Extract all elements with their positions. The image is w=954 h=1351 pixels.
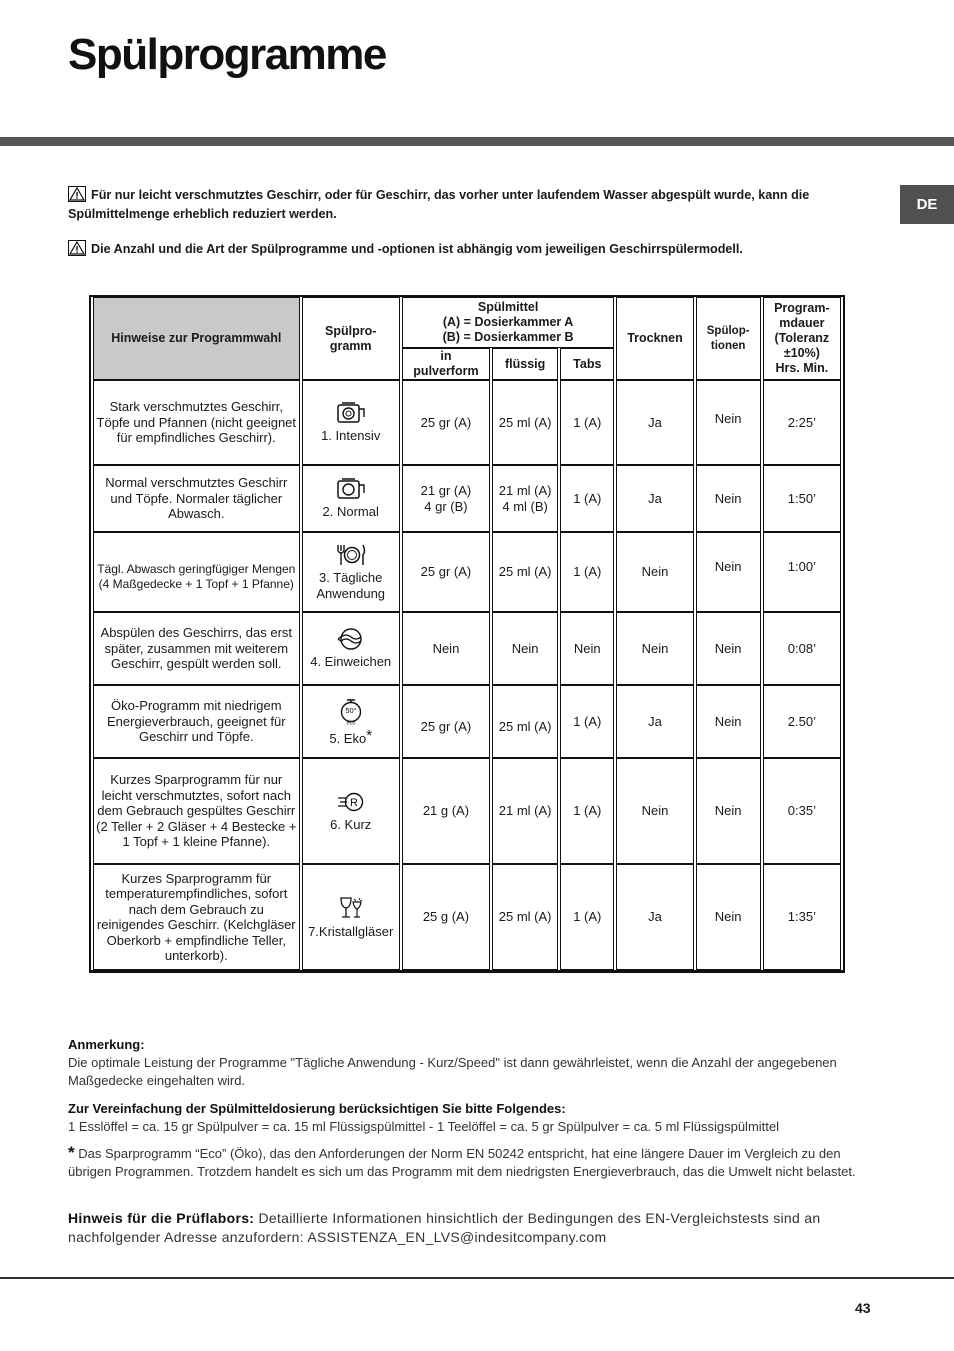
header-liquid: flüssig	[492, 348, 558, 380]
options-cell: Nein	[696, 465, 761, 532]
warning-icon	[68, 240, 86, 256]
powder-cell: 25 gr (A)	[402, 685, 490, 758]
eco-footnote-star: *	[366, 726, 373, 744]
note-text: Die Anzahl und die Art der Spülprogramme und -optionen ist abhängig vom jeweiligen Geschirrspülermodell.	[91, 242, 743, 256]
tabs-cell: 1 (A)	[560, 758, 614, 864]
table-row	[93, 532, 841, 612]
language-tab: DE	[900, 185, 954, 224]
daily-cutlery-icon	[334, 543, 368, 567]
tabs-cell: 1 (A)	[560, 380, 614, 465]
program-cell: 7.Kristallgläser	[302, 864, 400, 970]
liquid-cell: 21 ml (A)	[492, 758, 558, 864]
dosing-heading: Zur Vereinfachung der Spülmitteldosierung berücksichtigen Sie bitte Folgendes:	[68, 1101, 566, 1116]
program-cell: 1. Intensiv	[302, 380, 400, 465]
remark-text: Die optimale Leistung der Programme "Tägliche Anwendung - Kurz/Speed" ist dann gewährleistet, wenn die Anzahl der angegebenen Maßgedecke eingehalten wird.	[68, 1055, 837, 1088]
lab-section	[68, 1209, 868, 1247]
page-title: Spülprogramme	[68, 30, 386, 79]
drying-cell: Ja	[616, 685, 693, 758]
dosing-text: 1 Esslöffel = ca. 15 gr Spülpulver = ca. 15 ml Flüssigspülmittel - 1 Teelöffel = ca. 5 gr Spülpulver = ca. 5 ml Flüssigspülmittel	[68, 1119, 780, 1134]
drying-cell: Ja	[616, 380, 693, 465]
note-reduced-detergent	[68, 186, 828, 224]
rapid-icon	[336, 790, 366, 814]
program-cell: R 6. Kurz	[302, 758, 400, 864]
program-table	[89, 295, 845, 973]
tabs-cell: Nein	[560, 612, 614, 685]
powder-cell: 21 g (A)	[402, 758, 490, 864]
page-number: 43	[855, 1300, 871, 1316]
powder-cell: 21 gr (A) 4 gr (B)	[402, 465, 490, 532]
header-program: Spülpro- gramm	[302, 297, 400, 380]
options-cell: Nein	[696, 758, 761, 864]
header-options: Spülop- tionen	[696, 297, 761, 380]
duration-cell: 2:25’	[763, 380, 841, 465]
note-text: Für nur leicht verschmutztes Geschirr, oder für Geschirr, das vorher unter laufendem Wasser abgespült wurde, kann die Spülmittelmenge erheblich reduziert werden.	[68, 188, 810, 221]
liquid-cell: 25 ml (A)	[492, 685, 558, 758]
hint-cell: Tägl. Abwasch geringfügiger Mengen (4 Maßgedecke + 1 Topf + 1 Pfanne)	[93, 532, 300, 612]
liquid-cell: 25 ml (A)	[492, 532, 558, 612]
table-row	[93, 864, 841, 970]
footer-divider	[0, 1277, 954, 1279]
powder-cell: 25 gr (A)	[402, 532, 490, 612]
intensive-icon	[336, 401, 366, 425]
header-divider	[0, 137, 954, 146]
options-cell: Nein	[696, 612, 761, 685]
tabs-cell: 1 (A)	[560, 864, 614, 970]
header-drying: Trocknen	[616, 297, 693, 380]
hint-cell: Stark verschmutztes Geschirr, Töpfe und Pfannen (nicht geeignet für empfindliches Geschirr).	[93, 380, 300, 465]
duration-cell: 1:50’	[763, 465, 841, 532]
hint-cell: Kurzes Sparprogramm für nur leicht verschmutztes, sofort nach dem Gebrauch gespültes Geschirr (2 Teller + 2 Gläser + 4 Bestecke + 1 Topf + 1 kleine Pfanne).	[93, 758, 300, 864]
duration-cell: 1:35’	[763, 864, 841, 970]
liquid-cell: 25 ml (A)	[492, 864, 558, 970]
duration-cell: 2.50’	[763, 685, 841, 758]
liquid-cell: 21 ml (A) 4 ml (B)	[492, 465, 558, 532]
powder-cell: 25 g (A)	[402, 864, 490, 970]
drying-cell: Ja	[616, 864, 693, 970]
liquid-cell: Nein	[492, 612, 558, 685]
table-row	[93, 380, 841, 465]
table-row	[93, 758, 841, 864]
note-program-availability	[68, 240, 828, 259]
eco-footnote	[68, 1144, 868, 1181]
svg-text:eco: eco	[346, 720, 356, 725]
header-tabs: Tabs	[560, 348, 614, 380]
eco-50-icon	[338, 697, 364, 725]
hint-cell: Öko-Programm mit niedrigem Energieverbrauch, geeignet für Geschirr und Töpfe.	[93, 685, 300, 758]
table-row	[93, 612, 841, 685]
drying-cell: Nein	[616, 612, 693, 685]
tabs-cell: 1 (A)	[560, 532, 614, 612]
lab-heading: Hinweis für die Prüflabors:	[68, 1210, 255, 1226]
options-cell: Nein	[696, 532, 761, 612]
remark-heading: Anmerkung:	[68, 1037, 145, 1052]
header-powder: in pulverform	[402, 348, 490, 380]
dosing-section	[68, 1100, 868, 1136]
header-hint: Hinweise zur Programmwahl	[93, 297, 300, 380]
tabs-cell: 1 (A)	[560, 685, 614, 758]
svg-text:50°: 50°	[345, 705, 357, 715]
svg-text:R: R	[349, 796, 358, 809]
remark-section	[68, 1036, 868, 1090]
drying-cell: Ja	[616, 465, 693, 532]
header-detergent: Spülmittel (A) = Dosierkammer A (B) = Dosierkammer B	[402, 297, 615, 348]
warning-icon	[68, 186, 86, 202]
liquid-cell: 25 ml (A)	[492, 380, 558, 465]
crystal-glass-icon	[338, 895, 364, 921]
program-cell: 2. Normal	[302, 465, 400, 532]
lab-text: Detaillierte Informationen hinsichtlich der Bedingungen des EN-Vergleichstests sind an nachfolgender Adresse anzufordern: ASSISTENZA_EN_LVS@indesitcompany.com	[68, 1210, 821, 1245]
hint-cell: Normal verschmutztes Geschirr und Töpfe. Normaler täglicher Abwasch.	[93, 465, 300, 532]
table-row	[93, 685, 841, 758]
eco-footnote-star: *	[68, 1143, 75, 1162]
program-cell: 50° eco 5. Eko*	[302, 685, 400, 758]
eco-footnote-text: Das Sparprogramm “Eco” (Öko), das den Anforderungen der Norm EN 50242 entspricht, hat eine längere Dauer im Vergleich zu den übrigen Programmen. Trotzdem handelt es sich um das Programm mit dem niedrigsten Energieverbrauch, das die Umwelt nicht belastet.	[68, 1146, 856, 1179]
duration-cell: 0:08’	[763, 612, 841, 685]
table-row	[93, 465, 841, 532]
duration-cell: 0:35’	[763, 758, 841, 864]
hint-cell: Kurzes Sparprogramm für temperaturempfindliches, sofort nach dem Gebrauch zu reinigendes Geschirr. (Kelchgläser Oberkorb + empfindliche Teller, unterkorb).	[93, 864, 300, 970]
duration-cell: 1:00’	[763, 532, 841, 612]
hint-cell: Abspülen des Geschirrs, das erst später, zusammen mit weiterem Geschirr, gespült werden soll.	[93, 612, 300, 685]
header-duration: Program- mdauer (Toleranz ±10%) Hrs. Min.	[763, 297, 841, 380]
options-cell: Nein	[696, 864, 761, 970]
options-cell: Nein	[696, 380, 761, 465]
drying-cell: Nein	[616, 758, 693, 864]
normal-icon	[336, 477, 366, 501]
program-cell: 3. Tägliche Anwendung	[302, 532, 400, 612]
program-table-container	[91, 295, 845, 973]
program-cell: 4. Einweichen	[302, 612, 400, 685]
drying-cell: Nein	[616, 532, 693, 612]
soak-icon	[336, 627, 366, 651]
powder-cell: 25 gr (A)	[402, 380, 490, 465]
powder-cell: Nein	[402, 612, 490, 685]
options-cell: Nein	[696, 685, 761, 758]
tabs-cell: 1 (A)	[560, 465, 614, 532]
